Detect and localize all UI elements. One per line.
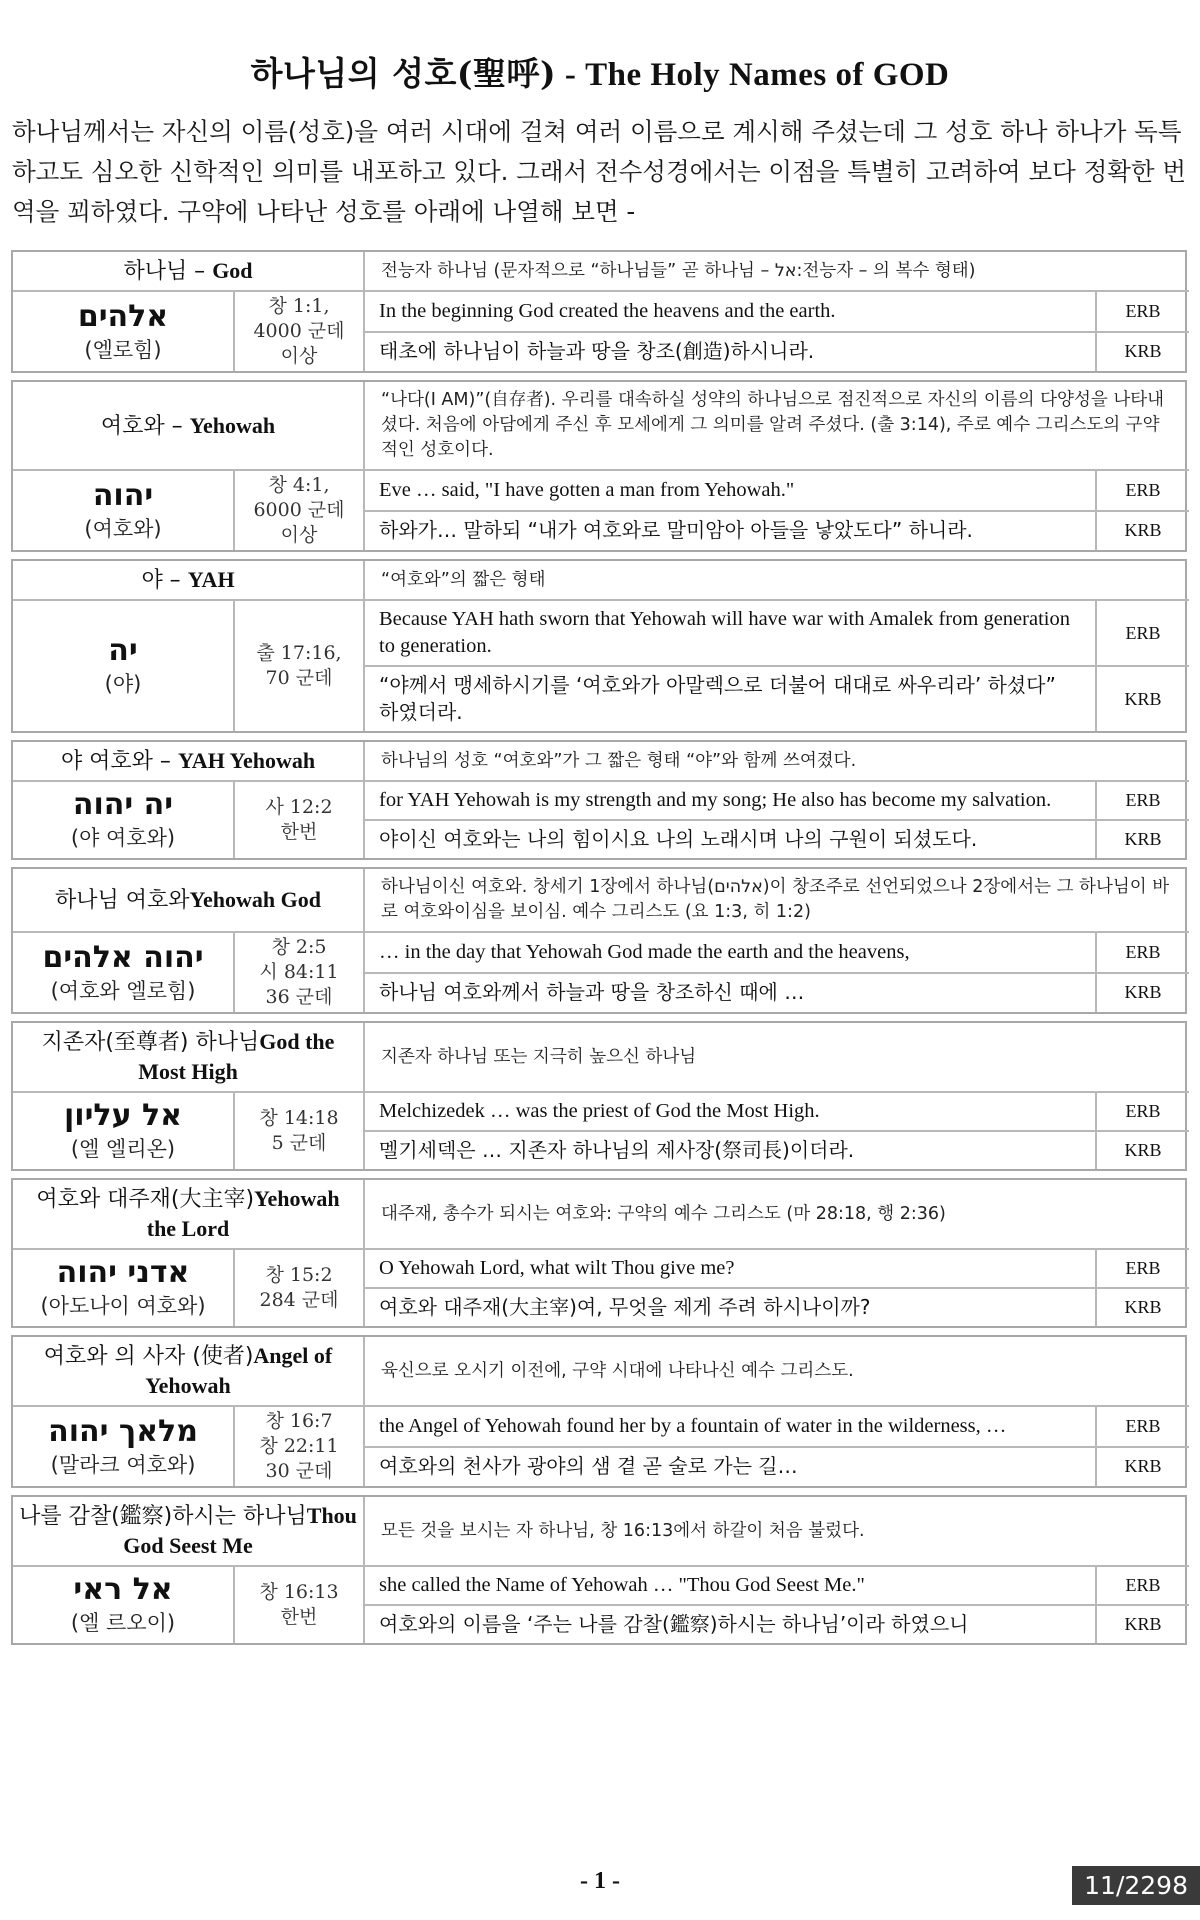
erb-verse: … in the day that Yehowah God made the earth and the heavens, — [365, 933, 1097, 974]
name-title-en: God the Most High — [138, 1029, 335, 1084]
krb-verse: 태초에 하나님이 하늘과 땅을 창조(創造)하시니라. — [365, 333, 1097, 372]
reference — [235, 292, 365, 371]
reference-line: 70 군데 — [265, 667, 333, 689]
krb-label: KRB — [1124, 829, 1162, 849]
hebrew-name — [13, 1567, 235, 1643]
erb-label: ERB — [1097, 782, 1189, 821]
name-title-ko: 야 – — [141, 568, 188, 593]
reference-line: 36 군데 — [265, 986, 333, 1008]
erb-label: ERB — [1097, 933, 1189, 974]
name-title-ko: 여호와 의 사자 (使者) — [43, 1344, 254, 1369]
reference-line: 한번 — [280, 1606, 318, 1628]
name-description: 모든 것을 보시는 자 하나님, 창 16:13에서 하갈이 처음 불렀다. — [365, 1497, 1189, 1567]
erb-verse: the Angel of Yehowah found her by a fountain of water in the wilderness, … — [365, 1407, 1097, 1448]
page-number: - 1 - — [580, 1868, 620, 1894]
reference — [235, 1250, 365, 1326]
hebrew-name — [13, 782, 235, 858]
hebrew-text: יהוה — [92, 477, 154, 513]
transliteration: (말라크 여호와) — [50, 1452, 196, 1477]
krb-label: KRB — [1124, 341, 1162, 362]
holy-names-table — [11, 250, 1187, 1652]
reference — [235, 782, 365, 858]
name-block — [11, 250, 1187, 373]
krb-label: KRB — [1124, 982, 1162, 1003]
reference-line: 이상 — [280, 524, 318, 546]
reference — [235, 1093, 365, 1169]
reference-line: 이상 — [280, 345, 318, 367]
name-title-en: Angel of Yehowah — [145, 1343, 333, 1398]
reference-line: 6000 군데 — [253, 499, 345, 521]
transliteration: (엘로힘) — [84, 337, 162, 362]
krb-verse: 하나님 여호와께서 하늘과 땅을 창조하신 때에 … — [365, 974, 1097, 1013]
erb-verse: Eve … said, "I have gotten a man from Yehowah." — [365, 471, 1097, 512]
erb-verse: Because YAH hath sworn that Yehowah will have war with Amalek from generation to generation. — [365, 601, 1097, 667]
transliteration: (야 여호와) — [70, 826, 176, 850]
name-title-en: YAH — [187, 567, 235, 592]
name-block — [11, 867, 1187, 1014]
name-title-ko: 하나님 여호와 — [55, 888, 190, 913]
name-title-ko: 여호와 대주재(大主宰) — [36, 1187, 255, 1212]
krb-label: KRB — [1124, 688, 1162, 709]
name-block — [11, 1495, 1187, 1645]
erb-verse: Melchizedek … was the priest of God the Most High. — [365, 1093, 1097, 1132]
transliteration: (엘 르오이) — [70, 1611, 176, 1635]
reference — [235, 1407, 365, 1486]
name-title-en: Yehowah — [189, 412, 276, 438]
hebrew-text: יה יהוה — [72, 787, 174, 822]
name-title-en: YAH Yehowah — [177, 748, 316, 773]
erb-label: ERB — [1097, 1250, 1189, 1289]
erb-label: ERB — [1097, 1567, 1189, 1606]
name-block — [11, 380, 1187, 552]
hebrew-name — [13, 933, 235, 1012]
hebrew-text: אדני יהוה — [56, 1255, 190, 1290]
name-title-en: God — [212, 258, 253, 283]
reference-line: 출 17:16, — [256, 642, 342, 664]
reference-line: 30 군데 — [265, 1460, 333, 1482]
reference-line: 5 군데 — [271, 1132, 327, 1154]
transliteration: (엘 엘리온) — [70, 1137, 176, 1161]
page-counter: 11/2298 — [1072, 1866, 1200, 1905]
reference-line: 사 12:2 — [265, 796, 333, 818]
name-block — [11, 1335, 1187, 1488]
name-title-ko: 지존자(至尊者) 하나님 — [41, 1030, 260, 1055]
hebrew-name — [13, 471, 235, 550]
krb-label: KRB — [1124, 1614, 1162, 1634]
krb-label: KRB — [1124, 520, 1162, 541]
reference — [235, 1567, 365, 1643]
reference-line: 창 2:5 — [271, 936, 327, 958]
name-title-ko: 야 여호와 – — [60, 749, 178, 774]
reference-line: 한번 — [280, 821, 318, 843]
name-description: 하나님의 성호 “여호와”가 그 짧은 형태 “야”와 함께 쓰여졌다. — [365, 742, 1189, 782]
name-block — [11, 740, 1187, 860]
page-title — [0, 48, 1200, 95]
name-title-en: Yehowah God — [189, 887, 321, 912]
krb-verse: 멜기세덱은 … 지존자 하나님의 제사장(祭司長)이더라. — [365, 1132, 1097, 1169]
erb-verse: for YAH Yehowah is my strength and my song; He also has become my salvation. — [365, 782, 1097, 821]
erb-label: ERB — [1097, 1093, 1189, 1132]
transliteration: (야) — [104, 672, 142, 696]
reference-line: 4000 군데 — [253, 320, 345, 342]
hebrew-name — [13, 1250, 235, 1326]
reference-line: 창 16:7 — [265, 1410, 333, 1432]
hebrew-name — [13, 601, 235, 731]
name-description: 육신으로 오시기 이전에, 구약 시대에 나타나신 예수 그리스도. — [365, 1337, 1189, 1407]
reference — [235, 471, 365, 550]
hebrew-text: אל ראי — [73, 1572, 173, 1607]
hebrew-name — [13, 1407, 235, 1486]
intro-paragraph: 하나님께서는 자신의 이름(성호)을 여러 시대에 걸쳐 여러 이름으로 계시해 주셨는데 그 성호 하나 하나가 독특하고도 심오한 신학적인 의미를 내포하고 있다. 그래서 전수성경에서는 이점을 특별히 고려하여 보다 정확한 번역을 꾀하였다. 구약에 나타난 성호를 아래에 나열해 보면 - — [12, 117, 1187, 226]
name-block — [11, 1178, 1187, 1328]
page-title-en: The Holy Names of GOD — [585, 57, 950, 93]
name-title — [13, 382, 365, 471]
page-title-ko: 하나님의 성호(聖呼) — [250, 54, 557, 93]
hebrew-text: יה — [108, 633, 138, 668]
krb-label: KRB — [1124, 1456, 1162, 1477]
hebrew-name — [13, 292, 235, 371]
name-description: “여호와”의 짧은 형태 — [365, 561, 1189, 601]
name-description: “나다(I AM)”(自存者). 우리를 대속하실 성약의 하나님으로 점진적으로 자신의 이름의 다양성을 나타내셨다. 처음에 아담에게 주신 후 모세에게 그 의미를 알려 주셨다. (출 3:14), 주로 예수 그리스도의 구약적인 성호이다. — [365, 382, 1189, 471]
erb-verse: O Yehowah Lord, what wilt Thou give me? — [365, 1250, 1097, 1289]
hebrew-name — [13, 1093, 235, 1169]
name-title — [13, 561, 365, 601]
krb-verse: 야이신 여호와는 나의 힘이시요 나의 노래시며 나의 구원이 되셨도다. — [365, 821, 1097, 858]
name-description: 지존자 하나님 또는 지극히 높으신 하나님 — [365, 1023, 1189, 1093]
krb-verse: 여호와 대주재(大主宰)여, 무엇을 제게 주려 하시나이까? — [365, 1289, 1097, 1326]
transliteration: (아도나이 여호와) — [40, 1294, 206, 1318]
name-title — [13, 1337, 365, 1407]
name-title-ko: 여호와 – — [100, 413, 190, 439]
hebrew-text: יהוה אלהים — [42, 939, 204, 975]
krb-label: KRB — [1124, 1297, 1162, 1317]
name-title — [13, 869, 365, 933]
name-description: 전능자 하나님 (문자적으로 “하나님들” 곧 하나님 – אל:전능자 – 의 복수 형태) — [365, 252, 1189, 292]
reference — [235, 933, 365, 1012]
name-block — [11, 1021, 1187, 1171]
name-title-ko: 나를 감찰(鑑察)하시는 하나님 — [19, 1504, 307, 1529]
reference-line: 창 15:2 — [265, 1264, 333, 1286]
reference-line: 창 22:11 — [259, 1435, 339, 1457]
krb-label: KRB — [1124, 1140, 1162, 1160]
erb-label: ERB — [1097, 601, 1189, 667]
erb-verse: In the beginning God created the heavens and the earth. — [365, 292, 1097, 333]
reference-line: 창 4:1, — [268, 474, 330, 496]
name-title-en: Yehowah the Lord — [146, 1186, 340, 1241]
reference-line: 창 1:1, — [268, 295, 330, 317]
krb-verse: “야께서 맹세하시기를 ‘여호와가 아말렉으로 더불어 대대로 싸우리라’ 하셨다” 하였더라. — [365, 667, 1097, 731]
hebrew-text: אלהים — [77, 298, 169, 334]
erb-label: ERB — [1097, 471, 1189, 512]
krb-verse: 여호와의 천사가 광야의 샘 곁 곧 술로 가는 길… — [365, 1448, 1097, 1487]
erb-label: ERB — [1097, 1407, 1189, 1448]
reference-line: 시 84:11 — [259, 961, 339, 983]
hebrew-text: אל עליון — [64, 1098, 182, 1133]
name-title — [13, 1180, 365, 1250]
name-description: 대주재, 총수가 되시는 여호와: 구약의 예수 그리스도 (마 28:18, 행 2:36) — [365, 1180, 1189, 1250]
name-title — [13, 742, 365, 782]
name-title — [13, 252, 365, 292]
reference-line: 창 16:13 — [259, 1581, 339, 1603]
transliteration: (여호와) — [84, 516, 162, 541]
name-description: 하나님이신 여호와. 창세기 1장에서 하나님(אלהים)이 창조주로 선언되었으나 2장에서는 그 하나님이 바로 여호와이심을 보이심. 예수 그리스도 (요 1:3, 히 1:2) — [365, 869, 1189, 933]
name-title-en: Thou God Seest Me — [123, 1503, 357, 1558]
name-title — [13, 1497, 365, 1567]
erb-verse: she called the Name of Yehowah … "Thou God Seest Me." — [365, 1567, 1097, 1606]
reference — [235, 601, 365, 731]
name-title — [13, 1023, 365, 1093]
name-title-ko: 하나님 – — [123, 259, 213, 284]
reference-line: 창 14:18 — [259, 1107, 339, 1129]
krb-verse: 하와가… 말하되 “내가 여호와로 말미암아 아들을 낳았도다” 하니라. — [365, 512, 1097, 551]
transliteration: (여호와 엘로힘) — [50, 978, 196, 1003]
name-block — [11, 559, 1187, 733]
reference-line: 284 군데 — [259, 1289, 339, 1311]
page-title-separator: - — [556, 57, 586, 93]
hebrew-text: מלאך יהוה — [48, 1413, 198, 1449]
erb-label: ERB — [1097, 292, 1189, 333]
krb-verse: 여호와의 이름을 ‘주는 나를 감찰(鑑察)하시는 하나님’이라 하였으니 — [365, 1606, 1097, 1643]
